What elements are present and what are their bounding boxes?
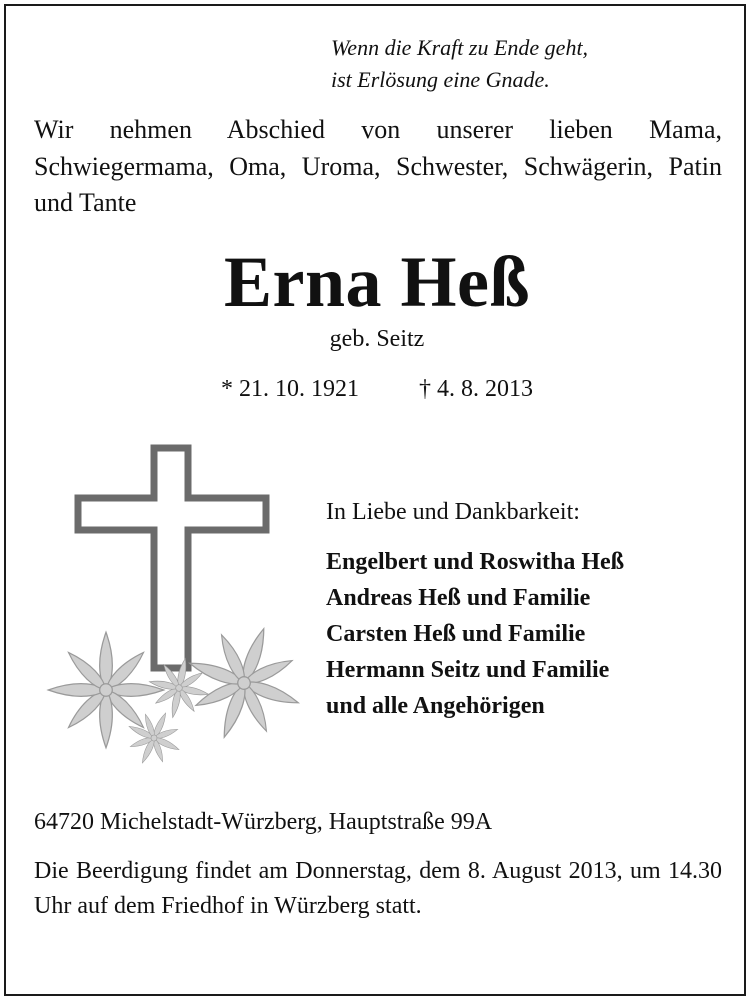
deceased-name: Erna Heß	[223, 242, 531, 322]
mourner-name: Andreas Heß und Familie	[326, 585, 591, 611]
mourners-list	[326, 544, 624, 724]
cross-with-flowers	[44, 438, 314, 778]
funeral-details: Die Beerdigung findet am Donnerstag, dem 8. August 2013, um 14.30 Uhr auf dem Friedhof in Würzberg statt.	[34, 858, 722, 919]
mourner-name: Carsten Heß und Familie	[326, 621, 586, 647]
mourners-intro: In Liebe und Dankbarkeit:	[326, 499, 580, 525]
motto-line-1: Wenn die Kraft zu Ende geht,	[331, 35, 589, 60]
mourner-name: und alle Angehörigen	[326, 693, 545, 719]
motto-line-2: ist Erlösung eine Gnade.	[331, 67, 550, 92]
mourner-name: Engelbert und Roswitha Heß	[326, 549, 625, 575]
birth-date: * 21. 10. 1921	[221, 376, 359, 402]
farewell-intro: Wir nehmen Abschied von unserer lieben Mama, Schwiegermama, Oma, Uroma, Schwester, Schwägerin, Patin und Tante	[34, 115, 722, 217]
maiden-name: geb. Seitz	[329, 326, 425, 352]
obituary-notice	[4, 4, 746, 996]
motto-quote	[331, 32, 588, 96]
death-date: † 4. 8. 2013	[419, 376, 533, 402]
life-dates	[6, 374, 748, 404]
family-address: 64720 Michelstadt-Würzberg, Hauptstraße 99A	[34, 809, 493, 835]
mourner-name: Hermann Seitz und Familie	[326, 657, 610, 683]
